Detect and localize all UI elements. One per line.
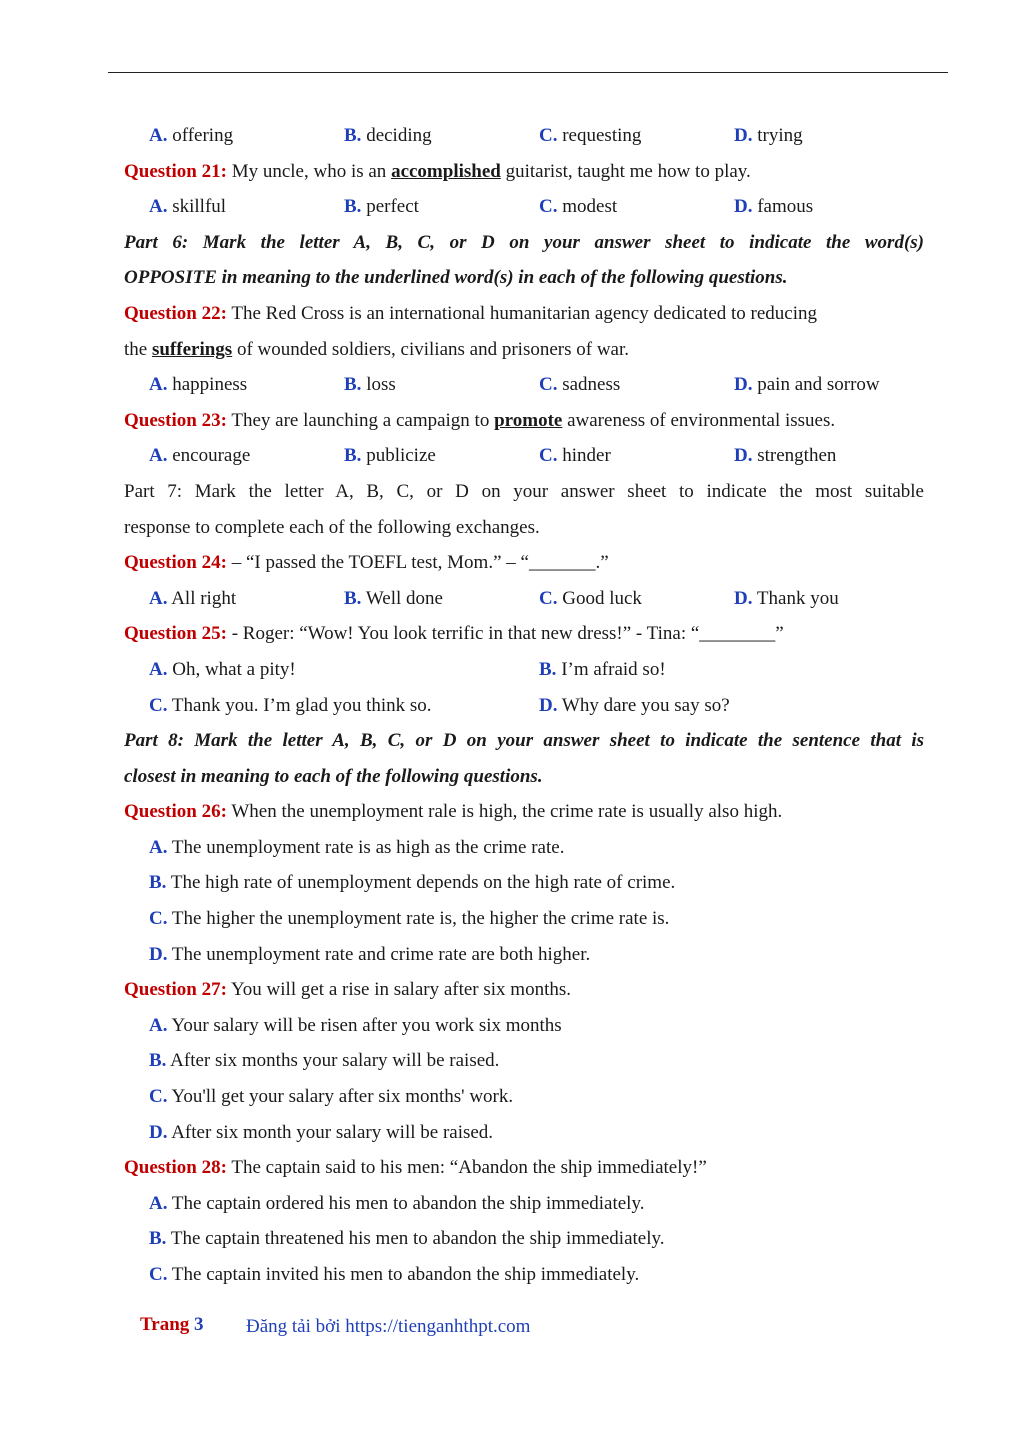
q25-option-d: D. Why dare you say so?	[539, 694, 730, 716]
q23-option-b: B. publicize	[344, 445, 436, 467]
page-content	[124, 118, 924, 1293]
part-7-heading-cont: response to complete each of the following exchanges.	[124, 516, 540, 538]
underlined-word: sufferings	[151, 338, 233, 360]
q20-option-b: B. deciding	[344, 125, 432, 146]
q22-option-c: C. sadness	[539, 374, 621, 396]
q27-option-c: C. You'll get your salary after six months' work.	[149, 1086, 514, 1108]
question-label: Question 28:	[124, 1157, 227, 1179]
question-24: Question 24: – “I passed the TOEFL test, Mom.” – “_______.”	[124, 552, 609, 574]
question-23: Question 23: They are launching a campaign to promote awareness of environmental issues.	[124, 409, 836, 431]
q26-option-a: A. The unemployment rate is as high as the crime rate.	[149, 836, 565, 858]
q20-option-a: A. offering	[149, 125, 234, 146]
q25-option-a: A. Oh, what a pity!	[149, 658, 296, 680]
q28-option-a: A. The captain ordered his men to abandon the ship immediately.	[149, 1192, 645, 1214]
q22-option-a: A. happiness	[149, 374, 248, 396]
question-25: Question 25: - Roger: “Wow! You look terrific in that new dress!” - Tina: “________”	[124, 623, 784, 645]
q28-option-b: B. The captain threatened his men to abandon the ship immediately.	[149, 1228, 665, 1250]
q23-option-a: A. encourage	[149, 445, 251, 467]
question-label: Question 22:	[124, 302, 227, 324]
question-28: Question 28: The captain said to his men: “Abandon the ship immediately!”	[124, 1157, 707, 1179]
q25-options-cd	[124, 688, 924, 724]
part-7-heading: Part 7: Mark the letter A, B, C, or D on your answer sheet to indicate the most suitable	[124, 480, 924, 502]
q25-options-ab	[124, 652, 924, 688]
part-6-heading: Part 6: Mark the letter A, B, C, or D on your answer sheet to indicate the word(s)	[124, 231, 924, 253]
q24-options	[124, 581, 924, 617]
q24-option-c: C. Good luck	[539, 587, 642, 609]
q23-option-c: C. hinder	[539, 445, 611, 467]
q22-option-d: D. pain and sorrow	[734, 374, 880, 396]
question-22-cont: the sufferings of wounded soldiers, civilians and prisoners of war.	[124, 338, 630, 360]
q27-option-d: D. After six month your salary will be raised.	[149, 1121, 494, 1143]
q24-option-a: A. All right	[149, 587, 237, 609]
underlined-word: accomplished	[391, 160, 501, 182]
header-rule	[108, 72, 948, 73]
footer-trang: Trang	[140, 1314, 190, 1335]
question-label: Question 24:	[124, 552, 227, 574]
q21-option-a: A. skillful	[149, 196, 227, 218]
q20-option-c: C. requesting	[539, 125, 642, 146]
q23-options	[124, 438, 924, 474]
question-label: Question 27:	[124, 979, 227, 1001]
page-footer	[140, 1314, 531, 1337]
question-label: Question 26:	[124, 801, 227, 823]
q28-option-c: C. The captain invited his men to abandon the ship immediately.	[149, 1264, 640, 1285]
q24-option-b: B. Well done	[344, 587, 443, 609]
q23-option-d: D. strengthen	[734, 445, 837, 467]
q26-option-b: B. The high rate of unemployment depends on the high rate of crime.	[149, 872, 676, 894]
q27-option-b: B. After six months your salary will be raised.	[149, 1050, 500, 1072]
question-27: Question 27: You will get a rise in salary after six months.	[124, 979, 572, 1001]
question-label: Question 23:	[124, 409, 227, 431]
q21-option-b: B. perfect	[344, 196, 419, 218]
part-8-heading-cont: closest in meaning to each of the following questions.	[124, 765, 543, 787]
question-21: Question 21: My uncle, who is an accomplished guitarist, taught me how to play.	[124, 160, 751, 182]
q22-option-b: B. loss	[344, 374, 396, 396]
question-label: Question 21:	[124, 160, 227, 182]
q21-options	[124, 189, 924, 225]
footer-source-link[interactable]: Đăng tải bởi https://tienganhthpt.com	[246, 1316, 531, 1337]
q24-option-d: D. Thank you	[734, 587, 839, 609]
part-6-heading-cont: OPPOSITE in meaning to the underlined word(s) in each of the following questions.	[124, 267, 788, 289]
q25-option-b: B. I’m afraid so!	[539, 658, 666, 680]
question-label: Question 25:	[124, 623, 227, 645]
q21-option-c: C. modest	[539, 196, 618, 218]
q25-option-c: C. Thank you. I’m glad you think so.	[149, 694, 432, 716]
q21-option-d: D. famous	[734, 196, 814, 218]
q26-option-c: C. The higher the unemployment rate is, the higher the crime rate is.	[149, 908, 670, 930]
q22-options	[124, 367, 924, 403]
q26-option-d: D. The unemployment rate and crime rate are both higher.	[149, 943, 591, 965]
q20-options	[124, 118, 924, 154]
question-22: Question 22: The Red Cross is an international humanitarian agency dedicated to reducing	[124, 302, 818, 324]
q27-option-a: A. Your salary will be risen after you work six months	[149, 1014, 562, 1036]
question-26: Question 26: When the unemployment rale is high, the crime rate is usually also high.	[124, 801, 783, 823]
underlined-word: promote	[494, 409, 563, 431]
part-8-heading: Part 8: Mark the letter A, B, C, or D on your answer sheet to indicate the sentence that is	[124, 730, 924, 752]
page-number: 3	[194, 1314, 204, 1335]
q20-option-d: D. trying	[734, 125, 803, 146]
